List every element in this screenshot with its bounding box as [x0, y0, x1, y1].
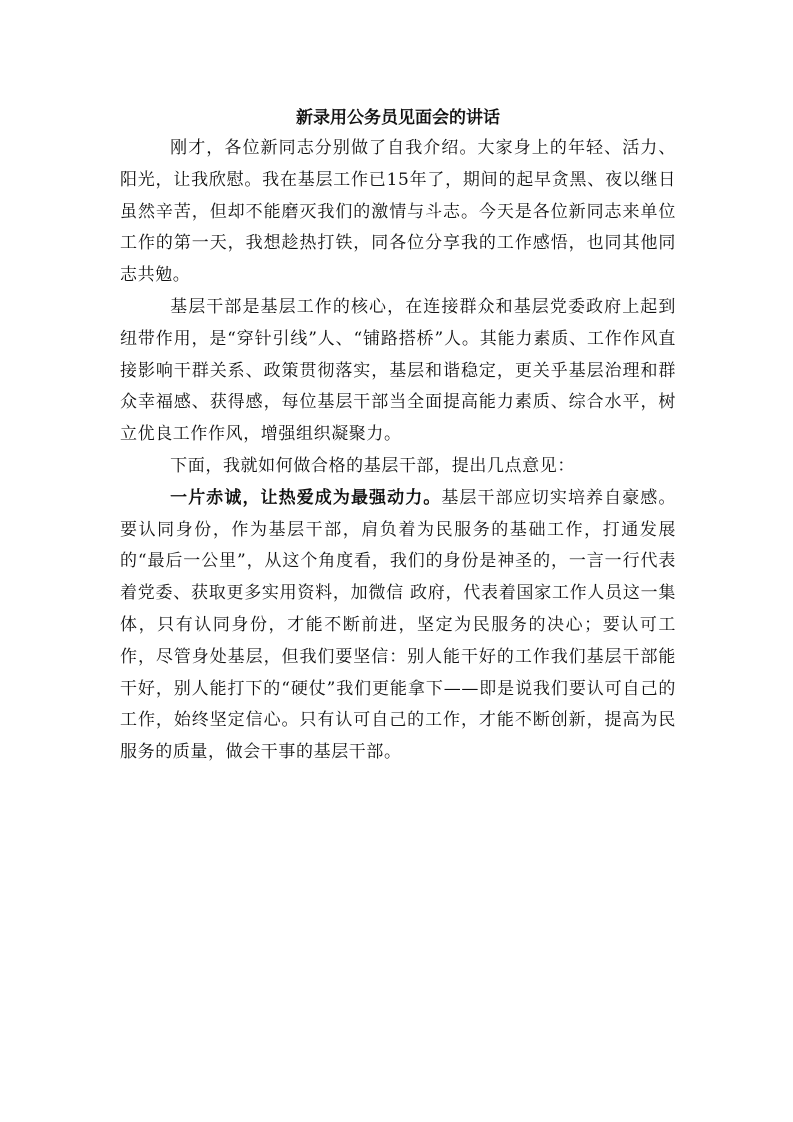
- paragraph-text: 基层干部是基层工作的核心，在连接群众和基层党委政府上起到纽带作用，是“穿针引线”人、“铺路搭桥”人。其能力素质、工作作风直接影响干群关系、政策贯彻落实，基层和谐稳定，更关乎基层治理和群众幸福感、获得感，每位基层干部当全面提高能力素质、综合水平，树立优良工作作风，增强组织凝聚力。: [120, 296, 676, 445]
- document-body: [120, 103, 676, 769]
- paragraph-text: 下面，我就如何做合格的基层干部，提出几点意见：: [170, 455, 575, 476]
- paragraph-intro: [120, 133, 676, 292]
- paragraph-role-of-cadres: [120, 292, 676, 451]
- paragraph-lead-heading: 一片赤诚，让热爱成为最强动力。: [170, 487, 442, 508]
- paragraph-text: 基层干部应切实培养自豪感。要认同身份，作为基层干部，肩负着为民服务的基础工作，打通发展的“最后一公里”，从这个角度看，我们的身份是神圣的，一言一行代表着党委、获取更多实用资料，加微信 政府，代表着国家工作人员这一集体，只有认同身份，才能不断前进，坚定为民服务的决心；要认可工作，尽管身处基层，但我们要坚信：别人能干好的工作我们基层干部能干好，别人能打下的“硬仗”我们更能拿下——即是说我们要认可自己的工作，始终坚定信心。只有认可自己的工作，才能不断创新，提高为民服务的质量，做会干事的基层干部。: [120, 487, 676, 763]
- paragraph-text: 刚才，各位新同志分别做了自我介绍。大家身上的年轻、活力、阳光，让我欣慰。我在基层工作已15年了，期间的起早贪黑、夜以继日虽然辛苦，但却不能磨灭我们的激情与斗志。今天是各位新同志来单位工作的第一天，我想趁热打铁，同各位分享我的工作感悟，也同其他同志共勉。: [120, 138, 676, 286]
- paragraph-point-one: [120, 483, 676, 769]
- paragraph-transition: [120, 451, 676, 483]
- document-title: 新录用公务员见面会的讲话: [296, 108, 500, 128]
